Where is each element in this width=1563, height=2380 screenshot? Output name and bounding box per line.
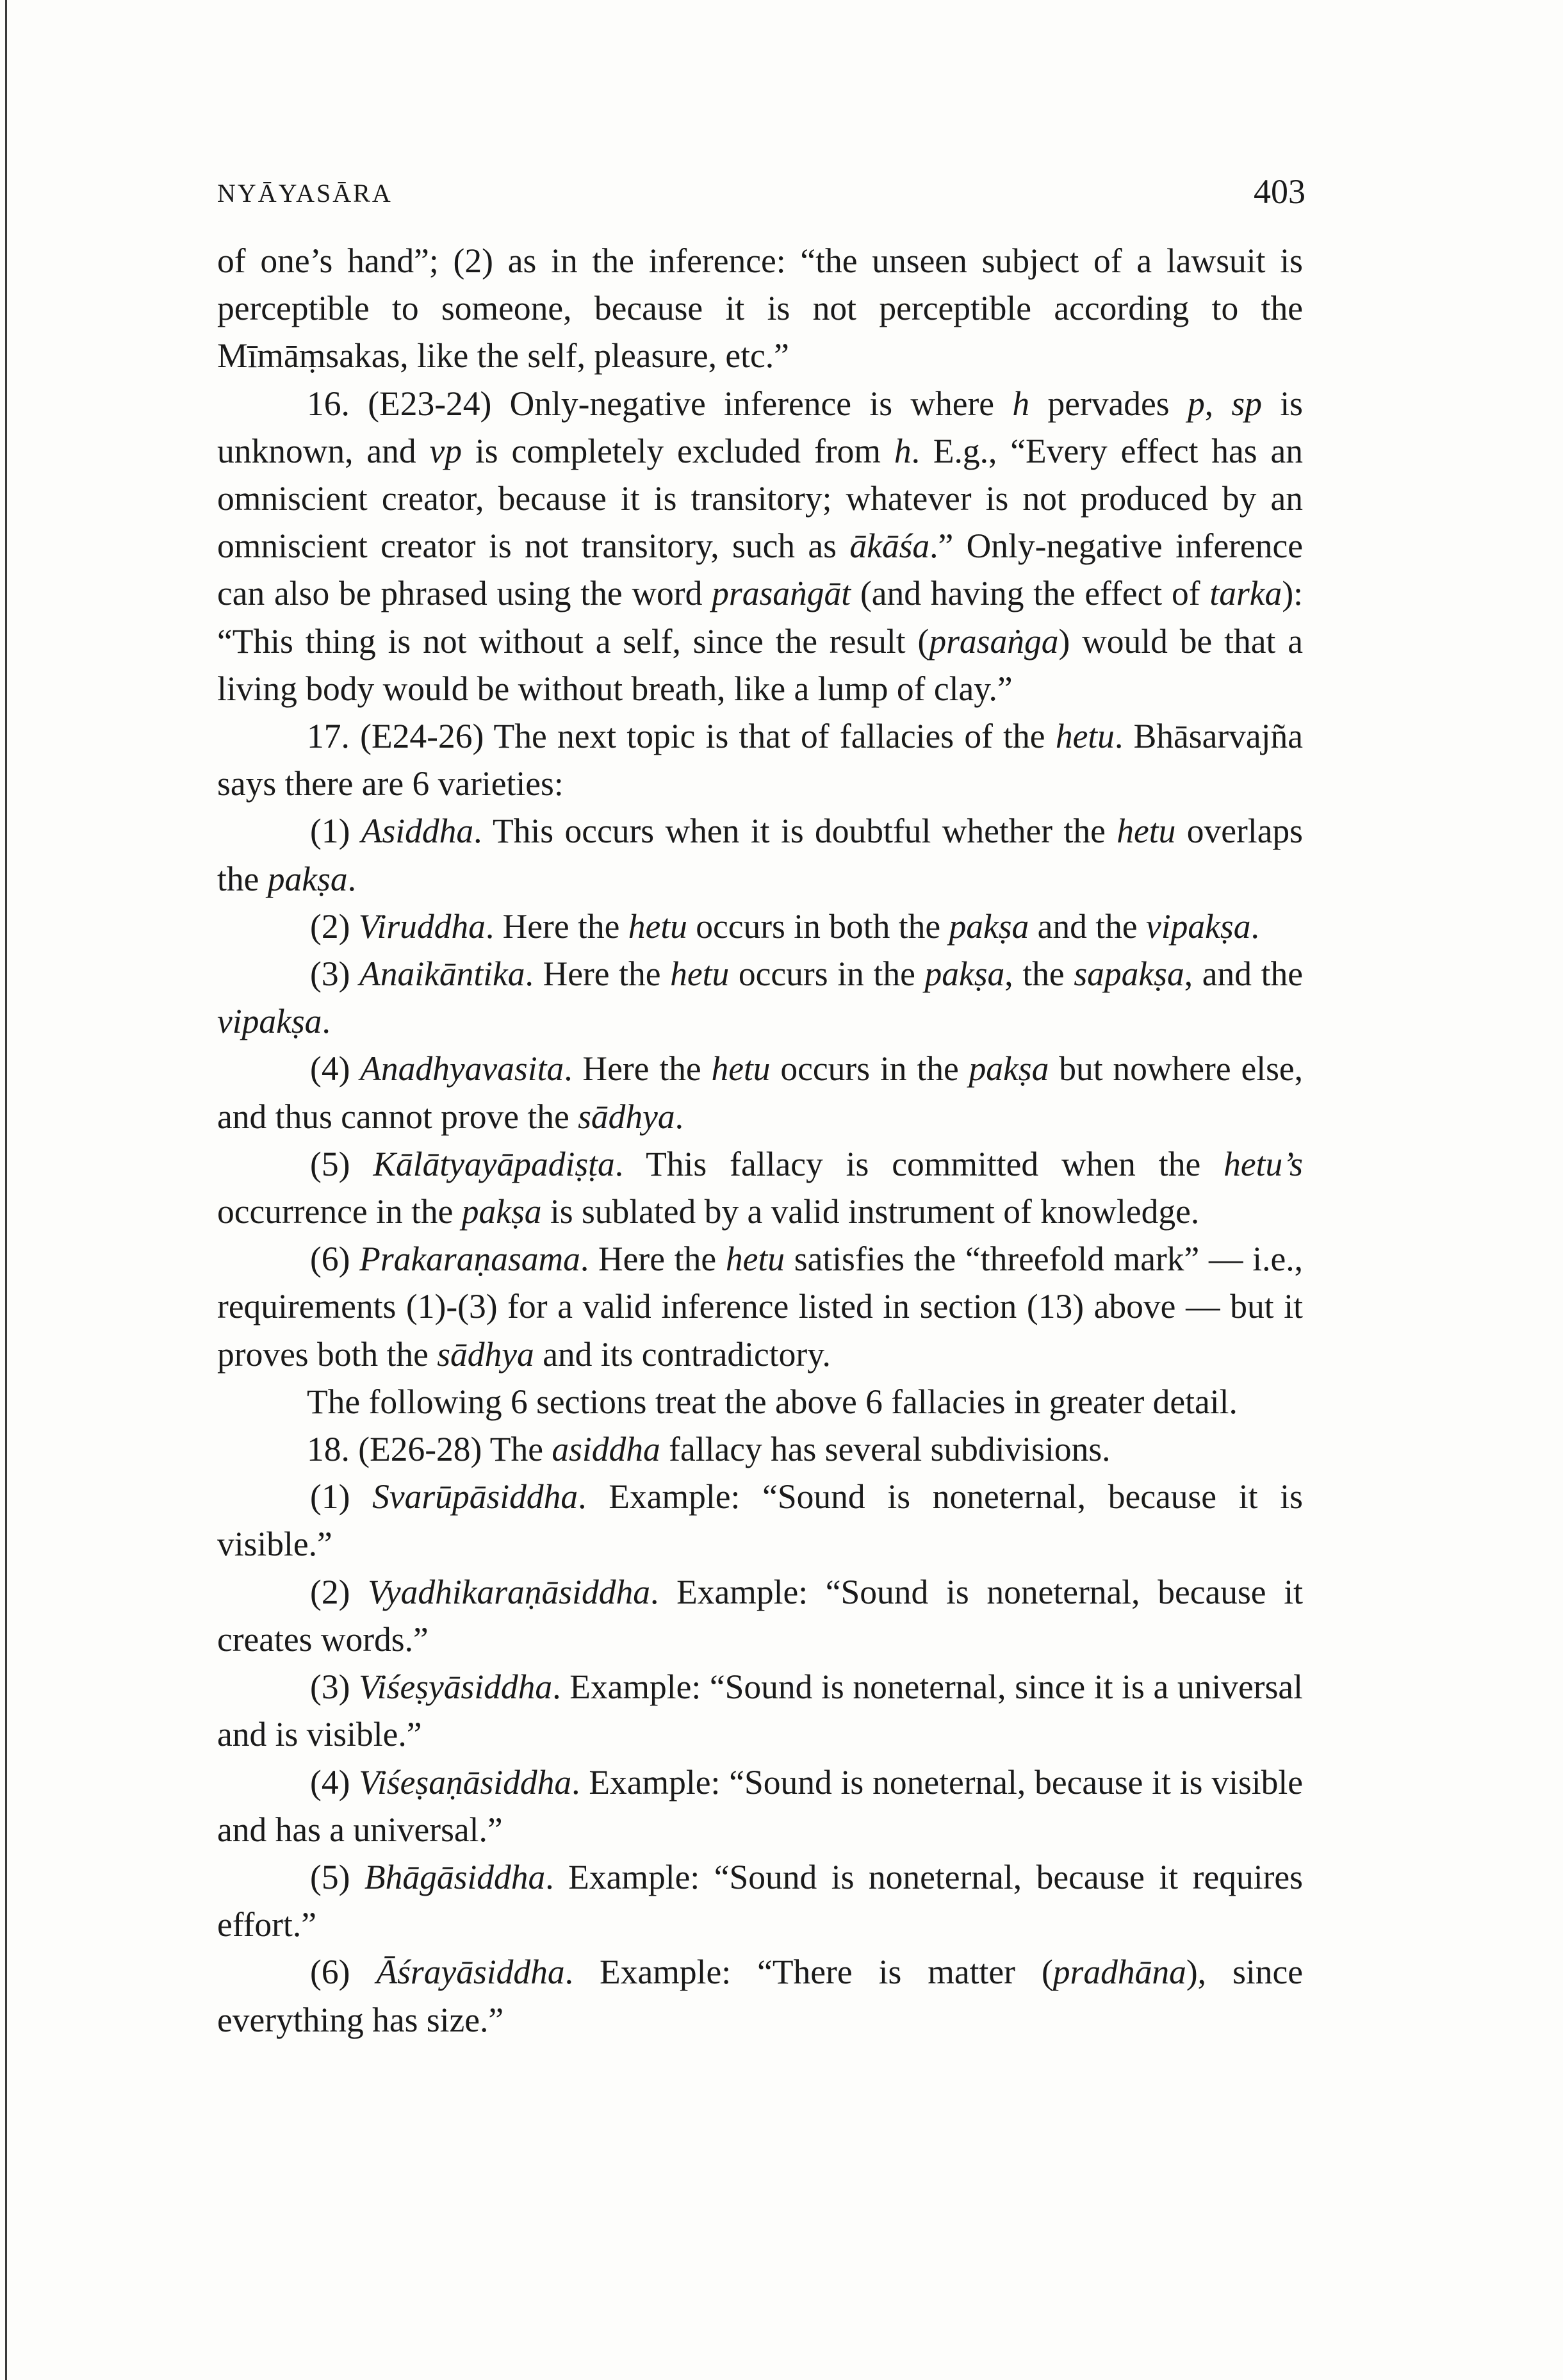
paragraph-p17-4	[217, 1045, 1303, 1140]
italic-term: Viśeṣaṇāsiddha	[359, 1762, 572, 1801]
italic-term: h	[1012, 384, 1030, 423]
italic-term: sapakṣa	[1074, 955, 1184, 994]
paragraph-p18	[217, 1425, 1303, 1473]
paragraph-p0	[217, 237, 1303, 380]
text-run: (5)	[310, 1144, 373, 1183]
italic-term: hetu	[670, 955, 730, 994]
text-run: (3)	[310, 955, 360, 994]
text-run: (5)	[310, 1857, 364, 1896]
text-run: occurs in both the	[687, 907, 949, 946]
text-run: satisfies the “threefold mark” — i.e., requirements (1)-(3) for a valid inference listed in section (13) above — but it proves both the	[217, 1240, 1303, 1374]
body-text	[217, 237, 1303, 2044]
text-run: .	[675, 1097, 684, 1136]
text-run: but nowhere else, and thus cannot prove the	[217, 1049, 1304, 1136]
italic-term: hetu	[725, 1240, 785, 1279]
italic-term: p	[1187, 384, 1205, 423]
text-run: ): “This thing is not without a self, since the result (	[217, 574, 1303, 661]
text-run: overlaps the	[217, 812, 1304, 898]
text-run: (3)	[310, 1668, 359, 1707]
italic-term: Asiddha	[361, 812, 474, 851]
text-run: ), since everything has size.”	[217, 1953, 1303, 2039]
italic-term: sp	[1231, 384, 1262, 423]
italic-term: hetu’s	[1223, 1144, 1303, 1183]
text-run: The following 6 sections treat the above 6 fallacies in greater detail.	[307, 1382, 1238, 1421]
text-run: occurs in the	[770, 1049, 969, 1088]
text-run: . Here the	[485, 907, 628, 946]
binding-edge-line	[5, 0, 7, 2380]
text-run: .” Only-negative inference can also be phrased using the word	[217, 527, 1303, 613]
text-run: 16. (E23-24) Only-negative inference is where	[307, 384, 1013, 423]
paragraph-p17-f	[217, 1378, 1303, 1425]
italic-term: hetu	[1055, 717, 1115, 756]
italic-term: pakṣa	[924, 955, 1005, 994]
text-run: .	[1250, 907, 1259, 946]
text-run: .	[322, 1002, 331, 1041]
paragraph-p17-1	[217, 807, 1303, 902]
text-run: ) would be that a living body would be without breath, like a lump of clay.”	[217, 621, 1303, 708]
paragraph-p18-4	[217, 1759, 1303, 1853]
text-run: . Bhāsarvajña says there are 6 varieties:	[217, 717, 1303, 803]
paragraph-p17-3	[217, 950, 1303, 1045]
paragraph-p17-5	[217, 1140, 1303, 1235]
text-run: , the	[1004, 955, 1074, 994]
italic-term: Āśrayāsiddha	[376, 1953, 565, 1992]
italic-term: pakṣa	[969, 1049, 1049, 1088]
text-run: and the	[1029, 907, 1147, 946]
text-run: ,	[1204, 384, 1232, 423]
text-run: is completely excluded from	[462, 431, 894, 470]
text-run: is unknown, and	[217, 384, 1304, 470]
text-run: of one’s hand”; (2) as in the inference: “the unseen subject of a lawsuit is perceptible to someone, because it is not perceptible according to the Mīmāṃsakas, like the self, pleasure, etc.”	[217, 242, 1303, 375]
paragraph-p18-6	[217, 1948, 1303, 2043]
text-run: . This fallacy is committed when the	[614, 1144, 1224, 1183]
text-run: . Here the	[525, 955, 671, 994]
paragraph-p17-6	[217, 1235, 1303, 1378]
italic-term: Viśeṣyāsiddha	[359, 1668, 553, 1707]
text-run: . Example: “Sound is noneternal, because it creates words.”	[217, 1572, 1303, 1659]
page-number: 403	[1254, 172, 1305, 211]
italic-term: h	[894, 431, 912, 470]
italic-term: prasaṅga	[929, 621, 1059, 661]
text-run: . This occurs when it is doubtful whether the	[473, 812, 1117, 851]
italic-term: vipakṣa	[1146, 907, 1251, 946]
text-run: . Here the	[564, 1049, 712, 1088]
italic-term: prasaṅgāt	[712, 574, 851, 613]
italic-term: sādhya	[578, 1097, 675, 1136]
text-run: and its contradictory.	[534, 1334, 831, 1374]
paragraph-p18-1	[217, 1473, 1303, 1568]
italic-term: pakṣa	[949, 907, 1029, 946]
text-run: 17. (E24-26) The next topic is that of fallacies of the	[307, 717, 1056, 756]
text-run: occurrence in the	[217, 1192, 462, 1231]
running-title: NYĀYASĀRA	[217, 179, 393, 208]
text-run: . E.g., “Every effect has an omniscient creator, because it is transitory; whatever is not produced by an omniscient creator is not transitory, such as	[217, 431, 1303, 566]
italic-term: pakṣa	[461, 1192, 542, 1231]
italic-term: Kālātyayāpadiṣṭa	[373, 1144, 615, 1183]
paragraph-p18-5	[217, 1853, 1303, 1948]
text-run: . Example: “Sound is noneternal, because it requires effort.”	[217, 1857, 1303, 1944]
text-run: (6)	[310, 1240, 360, 1279]
text-run: . Example: “Sound is noneternal, because it is visible and has a universal.”	[217, 1762, 1303, 1849]
text-run: pervades	[1029, 384, 1188, 423]
italic-term: sādhya	[437, 1334, 534, 1374]
italic-term: hetu	[628, 907, 687, 946]
paragraph-p18-3	[217, 1663, 1303, 1758]
italic-term: hetu	[1117, 812, 1176, 851]
paragraph-p17	[217, 712, 1303, 807]
text-run: . Example: “There is matter (	[564, 1953, 1053, 1992]
italic-term: tarka	[1209, 574, 1282, 613]
text-run: (1)	[310, 1477, 373, 1516]
text-run: (2)	[310, 1572, 368, 1611]
text-run: is sublated by a valid instrument of knowledge.	[541, 1192, 1200, 1231]
text-run: (and having the effect of	[851, 574, 1210, 613]
italic-term: Anadhyavasita	[360, 1049, 564, 1088]
italic-term: Anaikāntika	[359, 955, 525, 994]
italic-term: Bhāgāsiddha	[364, 1857, 546, 1896]
paragraph-p18-2	[217, 1568, 1303, 1663]
text-run: , and the	[1184, 955, 1303, 994]
text-run: . Example: “Sound is noneternal, because it is visible.”	[217, 1477, 1303, 1564]
italic-term: ākāśa	[849, 527, 930, 566]
italic-term: Svarūpāsiddha	[372, 1477, 578, 1516]
italic-term: Prakaraṇasama	[359, 1240, 580, 1279]
text-run: fallacy has several subdivisions.	[660, 1430, 1111, 1469]
text-run: (2)	[310, 907, 359, 946]
text-run: .	[347, 859, 356, 898]
italic-term: asiddha	[552, 1430, 660, 1469]
paragraph-p17-2	[217, 903, 1303, 950]
paragraph-p16	[217, 380, 1303, 712]
italic-term: vipakṣa	[217, 1002, 322, 1041]
text-run: (6)	[310, 1953, 377, 1992]
text-run: (4)	[310, 1049, 361, 1088]
italic-term: Vyadhikaraṇāsiddha	[368, 1572, 650, 1611]
text-run: . Here the	[580, 1240, 726, 1279]
text-run: . Example: “Sound is noneternal, since it is a universal and is visible.”	[217, 1668, 1303, 1754]
italic-term: vp	[429, 431, 462, 470]
italic-term: Viruddha	[358, 907, 486, 946]
text-run: 18. (E26-28) The	[307, 1430, 552, 1469]
text-run: (1)	[310, 812, 361, 851]
italic-term: hetu	[711, 1049, 771, 1088]
italic-term: pakṣa	[267, 859, 348, 898]
italic-term: pradhāna	[1052, 1953, 1186, 1992]
text-run: occurs in the	[729, 955, 925, 994]
text-run: (4)	[310, 1762, 359, 1801]
